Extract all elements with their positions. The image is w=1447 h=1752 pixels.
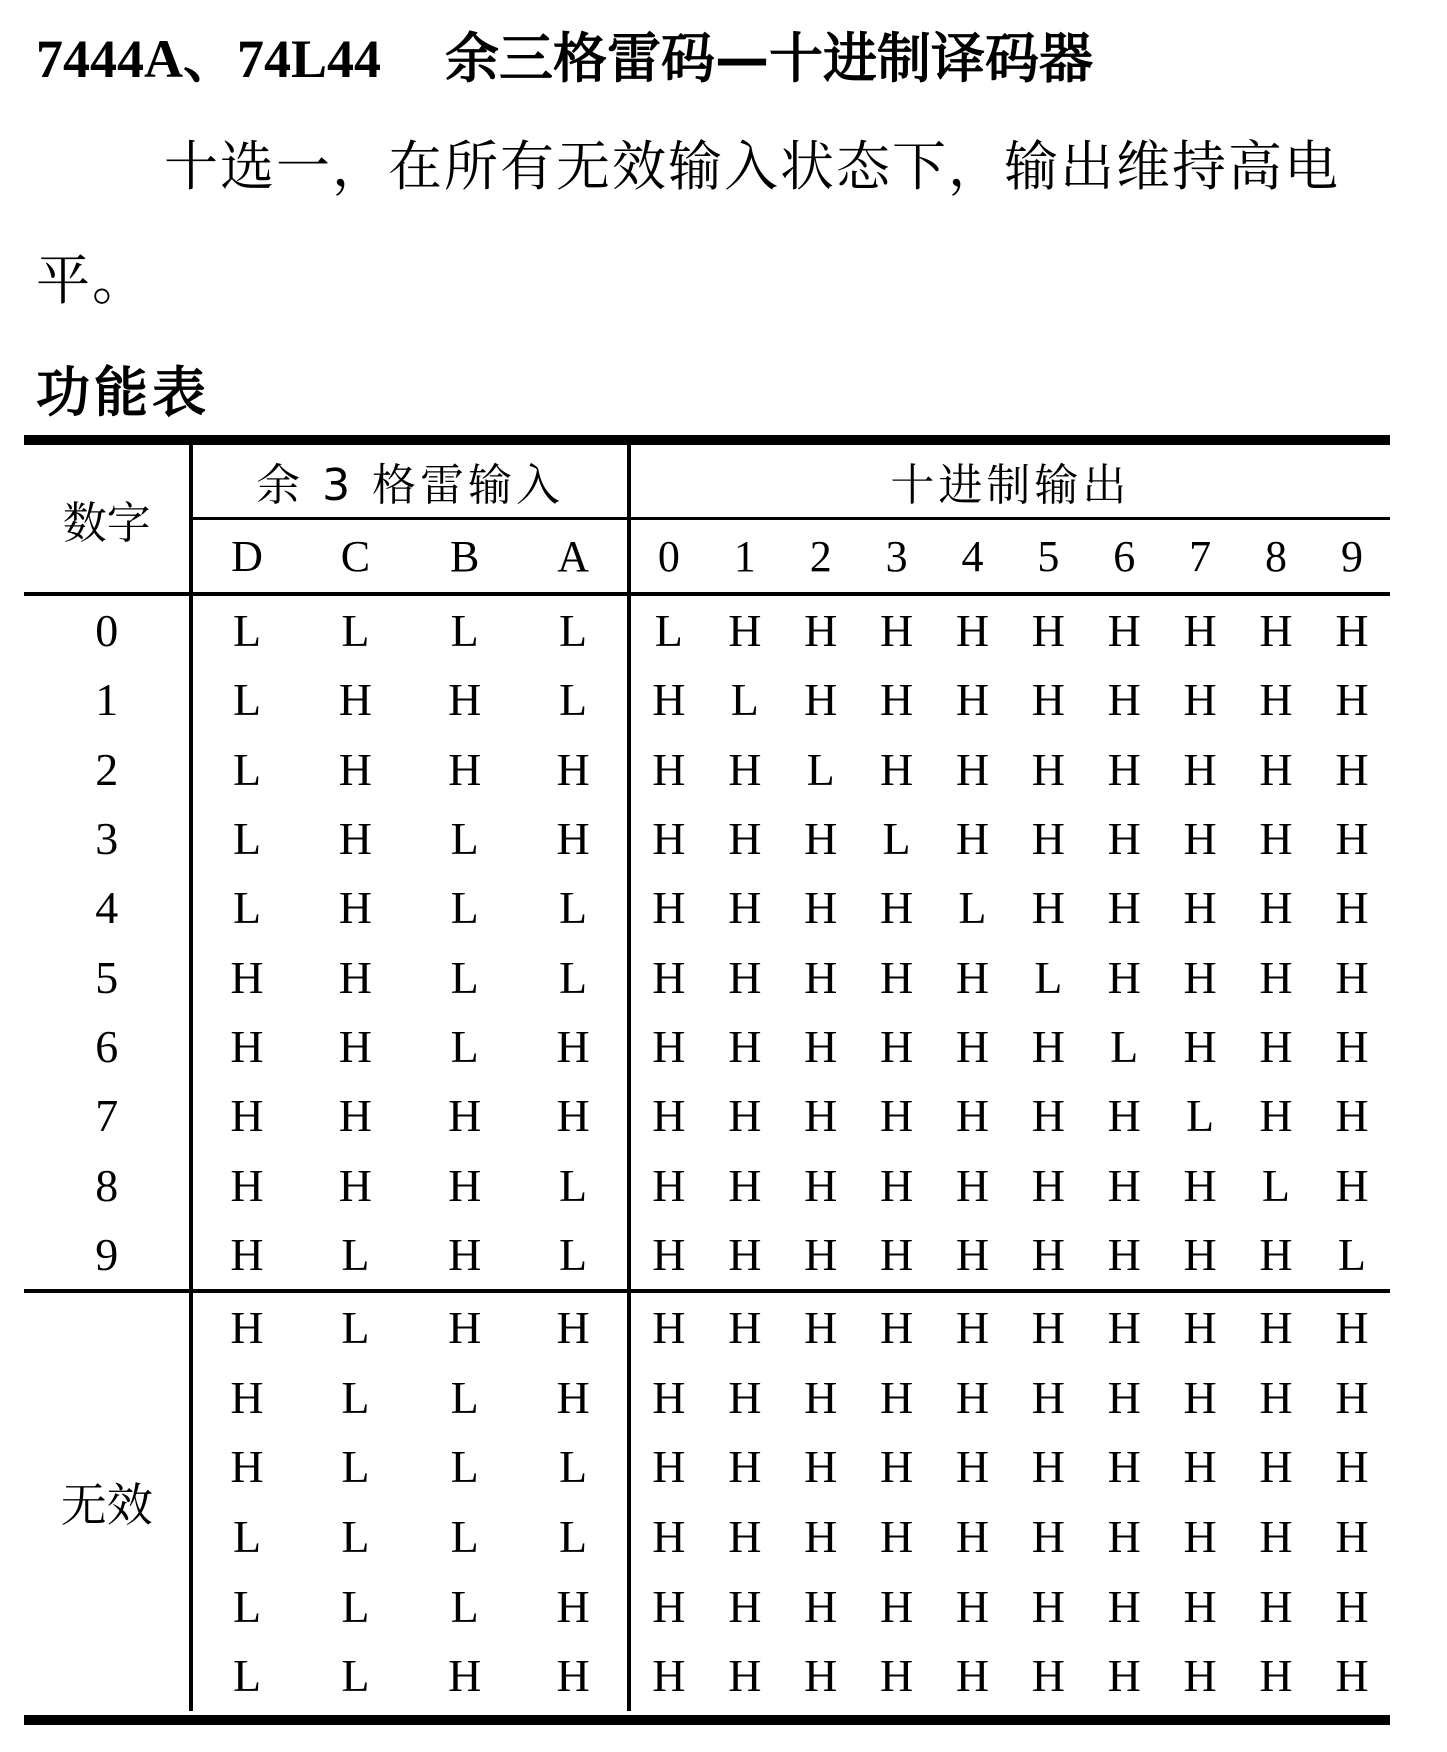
output-cell: H — [1107, 813, 1141, 865]
input-cell: L — [191, 665, 300, 734]
output-cell: H — [1335, 1020, 1369, 1072]
title-name: 余三格雷码—十进制译码器 — [445, 27, 1094, 90]
output-cell: H — [1183, 951, 1217, 1003]
input-cell: L — [519, 1220, 628, 1291]
table-row — [24, 665, 1390, 734]
input-cell: H — [191, 1150, 300, 1219]
output-cell: H — [629, 1432, 707, 1502]
output-cell: H — [935, 1220, 1011, 1291]
output-cell: H — [1259, 813, 1293, 865]
function-table-container — [24, 435, 1390, 1725]
input-cell: L — [341, 605, 370, 657]
output-cell: H — [804, 1020, 838, 1072]
output-cell: H — [1335, 882, 1369, 934]
digit-cell: 7 — [95, 1090, 119, 1142]
input-cell: H — [338, 882, 372, 934]
output-cell: H — [1259, 1090, 1293, 1142]
input-cell: L — [559, 1159, 588, 1211]
input-col-header: B — [410, 519, 519, 595]
output-cell: H — [1335, 1159, 1369, 1211]
input-cell: L — [341, 1511, 370, 1563]
input-cell: H — [556, 813, 590, 865]
output-cell: H — [1238, 1220, 1314, 1291]
table-row — [24, 1150, 1390, 1219]
input-cell: H — [556, 1371, 590, 1423]
output-cell: H — [804, 1511, 838, 1563]
output-col-header: 9 — [1314, 519, 1390, 595]
output-cell: L — [1314, 1220, 1390, 1291]
input-cell: L — [559, 674, 588, 726]
function-table — [24, 445, 1390, 1711]
digit-cell: 5 — [95, 951, 119, 1003]
output-cell: H — [879, 951, 914, 1003]
output-cell: H — [1183, 1650, 1217, 1702]
table-row — [24, 1641, 1390, 1711]
table-row — [24, 1571, 1390, 1641]
output-cell: H — [1010, 1220, 1086, 1291]
input-cell: H — [191, 1432, 300, 1502]
output-cell: L — [958, 882, 987, 934]
output-cell: H — [1107, 743, 1141, 795]
output-cell: H — [879, 1090, 914, 1142]
output-col-header: 4 — [935, 519, 1011, 595]
output-col-header: 6 — [1086, 519, 1162, 595]
output-cell: H — [629, 1220, 707, 1291]
input-cell: L — [341, 1371, 370, 1423]
output-cell: H — [1259, 1650, 1293, 1702]
output-cell: H — [629, 1291, 707, 1363]
input-col-header: A — [519, 519, 628, 595]
input-cell: H — [338, 1159, 372, 1211]
table-row — [24, 1291, 1390, 1363]
output-cell: H — [955, 1302, 990, 1354]
valid-rows — [24, 594, 1390, 1291]
output-cell: H — [955, 1511, 990, 1563]
input-cell: H — [338, 1090, 372, 1142]
input-cell: H — [448, 674, 482, 726]
input-cell: L — [559, 1511, 588, 1563]
output-cell: H — [804, 1441, 838, 1493]
input-cell: H — [448, 1090, 482, 1142]
output-cell: H — [1183, 1302, 1217, 1354]
output-cell: L — [1034, 951, 1063, 1003]
input-cell: H — [191, 1291, 300, 1363]
output-cell: H — [955, 605, 990, 657]
input-cell: H — [556, 743, 590, 795]
output-cell: H — [879, 1302, 914, 1354]
output-cell: H — [629, 942, 707, 1011]
output-cell: H — [955, 743, 990, 795]
output-cell: H — [1259, 1020, 1293, 1072]
output-col-header: 7 — [1162, 519, 1238, 595]
output-cell: H — [955, 1159, 990, 1211]
input-cell: H — [556, 1650, 590, 1702]
output-cell: H — [728, 605, 762, 657]
output-cell: L — [806, 743, 835, 795]
output-cell: H — [1107, 674, 1141, 726]
input-cell: L — [559, 882, 588, 934]
output-cell: H — [955, 1580, 990, 1632]
output-cell: H — [879, 605, 914, 657]
output-cell: H — [804, 1090, 838, 1142]
output-cell: H — [1031, 1441, 1065, 1493]
output-cell: L — [730, 674, 759, 726]
output-cell: H — [1259, 605, 1293, 657]
output-cell: H — [728, 1441, 762, 1493]
output-cell: H — [1259, 674, 1293, 726]
output-cell: H — [879, 882, 914, 934]
output-cell: H — [1335, 743, 1369, 795]
outputs-group-header: 十进制输出 — [629, 445, 1390, 519]
input-cell: H — [338, 674, 372, 726]
input-cell: L — [191, 1502, 300, 1572]
output-cell: H — [804, 1580, 838, 1632]
output-cell: H — [955, 1371, 990, 1423]
output-cell: H — [1086, 1220, 1162, 1291]
digit-cell: 4 — [95, 882, 119, 934]
invalid-rows — [24, 1291, 1390, 1711]
input-cell: H — [556, 1580, 590, 1632]
output-cell: H — [955, 1441, 990, 1493]
output-cell: H — [1031, 1090, 1065, 1142]
output-cell: H — [728, 1580, 762, 1632]
output-cell: H — [1335, 674, 1369, 726]
output-cell: H — [1107, 1650, 1141, 1702]
output-cell: H — [1107, 1441, 1141, 1493]
output-cell: H — [1107, 605, 1141, 657]
output-cell: H — [629, 1081, 707, 1150]
table-row — [24, 1363, 1390, 1433]
output-cell: H — [728, 1302, 762, 1354]
output-cell: H — [1107, 1511, 1141, 1563]
page-title — [36, 16, 1093, 93]
table-top-rule — [24, 435, 1390, 445]
table-row — [24, 942, 1390, 1011]
output-cell: H — [879, 1020, 914, 1072]
output-cell: H — [1259, 882, 1293, 934]
input-cell: L — [341, 1441, 370, 1493]
output-cell: H — [879, 1650, 914, 1702]
output-cell: H — [728, 813, 762, 865]
input-cell: L — [450, 1020, 479, 1072]
output-cell: H — [1335, 1090, 1369, 1142]
table-header — [24, 445, 1390, 594]
input-cell: L — [450, 1511, 479, 1563]
output-cell: H — [1335, 951, 1369, 1003]
output-cell: H — [1335, 813, 1369, 865]
output-cell: H — [629, 1150, 707, 1219]
input-cell: H — [448, 743, 482, 795]
table-row — [24, 873, 1390, 942]
output-cell: H — [1259, 951, 1293, 1003]
output-cell: H — [1183, 1441, 1217, 1493]
output-cell: H — [1031, 1580, 1065, 1632]
output-cell: H — [728, 1650, 762, 1702]
title-model: 7444A、74L44 — [36, 29, 382, 89]
output-cell: H — [804, 1159, 838, 1211]
input-cell: L — [301, 1220, 410, 1291]
digit-cell: 8 — [95, 1159, 119, 1211]
output-cell: H — [728, 882, 762, 934]
inputs-group-header: 余 3 格雷输入 — [191, 445, 628, 519]
output-cell: H — [1031, 674, 1065, 726]
digit-cell: 3 — [95, 813, 119, 865]
table-row — [24, 1502, 1390, 1572]
output-cell: H — [955, 674, 990, 726]
output-cell: H — [1031, 605, 1065, 657]
output-cell: H — [1031, 882, 1065, 934]
table-row — [24, 735, 1390, 804]
output-cell: H — [1031, 1302, 1065, 1354]
output-cell: L — [1186, 1090, 1215, 1142]
output-cell: H — [1107, 951, 1141, 1003]
output-cell: H — [728, 1371, 762, 1423]
output-cell: H — [1335, 1371, 1369, 1423]
input-cell: L — [450, 882, 479, 934]
input-cell: L — [191, 1571, 300, 1641]
output-cell: H — [728, 1511, 762, 1563]
digit-cell: 2 — [95, 743, 119, 795]
output-cell: H — [1107, 1580, 1141, 1632]
output-cell: H — [1107, 1371, 1141, 1423]
output-cell: H — [955, 1090, 990, 1142]
output-cell: H — [1259, 743, 1293, 795]
output-cell: H — [804, 674, 838, 726]
output-cell: H — [1031, 1511, 1065, 1563]
input-cell: H — [556, 1302, 590, 1354]
input-cell: L — [559, 1441, 588, 1493]
input-cell: H — [338, 1020, 372, 1072]
output-cell: H — [1031, 743, 1065, 795]
table-row — [24, 1220, 1390, 1291]
output-cell: H — [629, 1502, 707, 1572]
input-cell: H — [191, 1081, 300, 1150]
column-header-row — [24, 519, 1390, 595]
output-cell: H — [629, 873, 707, 942]
output-cell: H — [728, 1090, 762, 1142]
input-cell: L — [450, 813, 479, 865]
table-row — [24, 594, 1390, 665]
output-cell: H — [955, 813, 990, 865]
output-cell: H — [1335, 1511, 1369, 1563]
output-cell: H — [1183, 1020, 1217, 1072]
output-col-header: 0 — [629, 519, 707, 595]
output-cell: H — [804, 882, 838, 934]
input-col-header: D — [191, 519, 300, 595]
output-cell: H — [879, 1371, 914, 1423]
input-cell: H — [556, 1090, 590, 1142]
input-cell: L — [450, 605, 479, 657]
output-cell: H — [629, 1012, 707, 1081]
output-cell: H — [1183, 813, 1217, 865]
output-cell: H — [1335, 1441, 1369, 1493]
output-cell: H — [879, 1159, 914, 1211]
output-cell: H — [1183, 1580, 1217, 1632]
output-cell: H — [1183, 743, 1217, 795]
table-row — [24, 804, 1390, 873]
input-cell: H — [191, 1012, 300, 1081]
input-cell: L — [341, 1302, 370, 1354]
output-cell: H — [728, 1020, 762, 1072]
output-col-header: 1 — [707, 519, 783, 595]
output-cell: H — [1335, 1580, 1369, 1632]
output-cell: H — [1031, 1020, 1065, 1072]
input-cell: L — [191, 873, 300, 942]
input-cell: L — [450, 1441, 479, 1493]
digit-header: 数字 — [24, 445, 191, 594]
output-cell: H — [1259, 1302, 1293, 1354]
output-cell: H — [804, 605, 838, 657]
output-cell: H — [1162, 1220, 1238, 1291]
digit-cell: 0 — [95, 605, 119, 657]
output-cell: H — [1107, 1090, 1141, 1142]
output-cell: H — [1259, 1371, 1293, 1423]
output-cell: L — [1261, 1159, 1290, 1211]
input-cell: L — [191, 1641, 300, 1711]
output-cell: H — [804, 1650, 838, 1702]
input-cell: L — [191, 594, 300, 665]
output-cell: H — [1259, 1511, 1293, 1563]
output-cell: H — [955, 951, 990, 1003]
input-cell: L — [450, 1580, 479, 1632]
output-cell: H — [879, 1580, 914, 1632]
output-cell: H — [1107, 882, 1141, 934]
output-cell: H — [629, 1571, 707, 1641]
output-cell: H — [707, 1220, 783, 1291]
output-cell: H — [728, 743, 762, 795]
output-col-header: 8 — [1238, 519, 1314, 595]
input-cell: H — [448, 1650, 482, 1702]
output-cell: H — [1183, 1511, 1217, 1563]
output-cell: H — [1183, 1371, 1217, 1423]
input-cell: L — [450, 951, 479, 1003]
input-col-header: C — [301, 519, 410, 595]
input-cell: H — [191, 942, 300, 1011]
input-cell: H — [448, 1159, 482, 1211]
output-cell: H — [1031, 813, 1065, 865]
output-cell: H — [1335, 1650, 1369, 1702]
output-cell: H — [955, 1650, 990, 1702]
digit-cell: 6 — [95, 1020, 119, 1072]
output-cell: H — [1183, 674, 1217, 726]
output-cell: H — [1031, 1650, 1065, 1702]
output-col-header: 5 — [1010, 519, 1086, 595]
output-cell: H — [1183, 605, 1217, 657]
output-cell: H — [728, 951, 762, 1003]
output-cell: H — [859, 1220, 935, 1291]
input-cell: H — [338, 813, 372, 865]
input-cell: H — [191, 1220, 300, 1291]
input-cell: H — [191, 1363, 300, 1433]
output-cell: H — [804, 1302, 838, 1354]
table-row — [24, 1432, 1390, 1502]
output-cell: H — [1335, 1302, 1369, 1354]
output-cell: H — [879, 1511, 914, 1563]
input-cell: L — [191, 735, 300, 804]
output-cell: H — [879, 1441, 914, 1493]
input-cell: L — [341, 1580, 370, 1632]
input-cell: H — [556, 1020, 590, 1072]
digit-cell: 1 — [95, 674, 119, 726]
output-cell: H — [1107, 1159, 1141, 1211]
output-cell: H — [804, 813, 838, 865]
output-cell: H — [1259, 1580, 1293, 1632]
output-cell: H — [879, 674, 914, 726]
output-cell: H — [629, 1363, 707, 1433]
output-cell: H — [1335, 605, 1369, 657]
output-cell: H — [728, 1159, 762, 1211]
output-cell: H — [1183, 882, 1217, 934]
input-cell: L — [450, 1371, 479, 1423]
output-cell: H — [955, 1020, 990, 1072]
table-row — [24, 1081, 1390, 1150]
input-cell: H — [448, 1302, 482, 1354]
input-cell: L — [559, 605, 588, 657]
output-cell: H — [1031, 1159, 1065, 1211]
description-paragraph: 十选一，在所有无效输入状态下，输出维持高电平。 — [36, 135, 1340, 312]
table-bottom-rule — [24, 1715, 1390, 1725]
output-cell: H — [1259, 1441, 1293, 1493]
table-row — [24, 1012, 1390, 1081]
output-cell: H — [804, 951, 838, 1003]
input-cell: H — [338, 951, 372, 1003]
output-cell: H — [879, 743, 914, 795]
section-title: 功能表 — [36, 361, 210, 424]
output-cell: H — [1031, 1371, 1065, 1423]
output-cell: L — [882, 813, 911, 865]
invalid-label: 无效 — [60, 1477, 153, 1532]
output-cell: H — [783, 1220, 859, 1291]
output-cell: H — [1183, 1159, 1217, 1211]
input-cell: H — [410, 1220, 519, 1291]
output-cell: H — [629, 804, 707, 873]
input-cell: H — [338, 743, 372, 795]
output-cell: H — [629, 735, 707, 804]
output-cell: L — [629, 594, 707, 665]
output-cell: H — [804, 1371, 838, 1423]
output-cell: H — [629, 1641, 707, 1711]
digit-cell: 9 — [24, 1220, 191, 1291]
input-cell: L — [559, 951, 588, 1003]
input-cell: L — [191, 804, 300, 873]
output-cell: H — [629, 665, 707, 734]
output-cell: L — [1110, 1020, 1139, 1072]
output-col-header: 2 — [783, 519, 859, 595]
output-cell: H — [1107, 1302, 1141, 1354]
output-col-header: 3 — [859, 519, 935, 595]
input-cell: L — [341, 1650, 370, 1702]
